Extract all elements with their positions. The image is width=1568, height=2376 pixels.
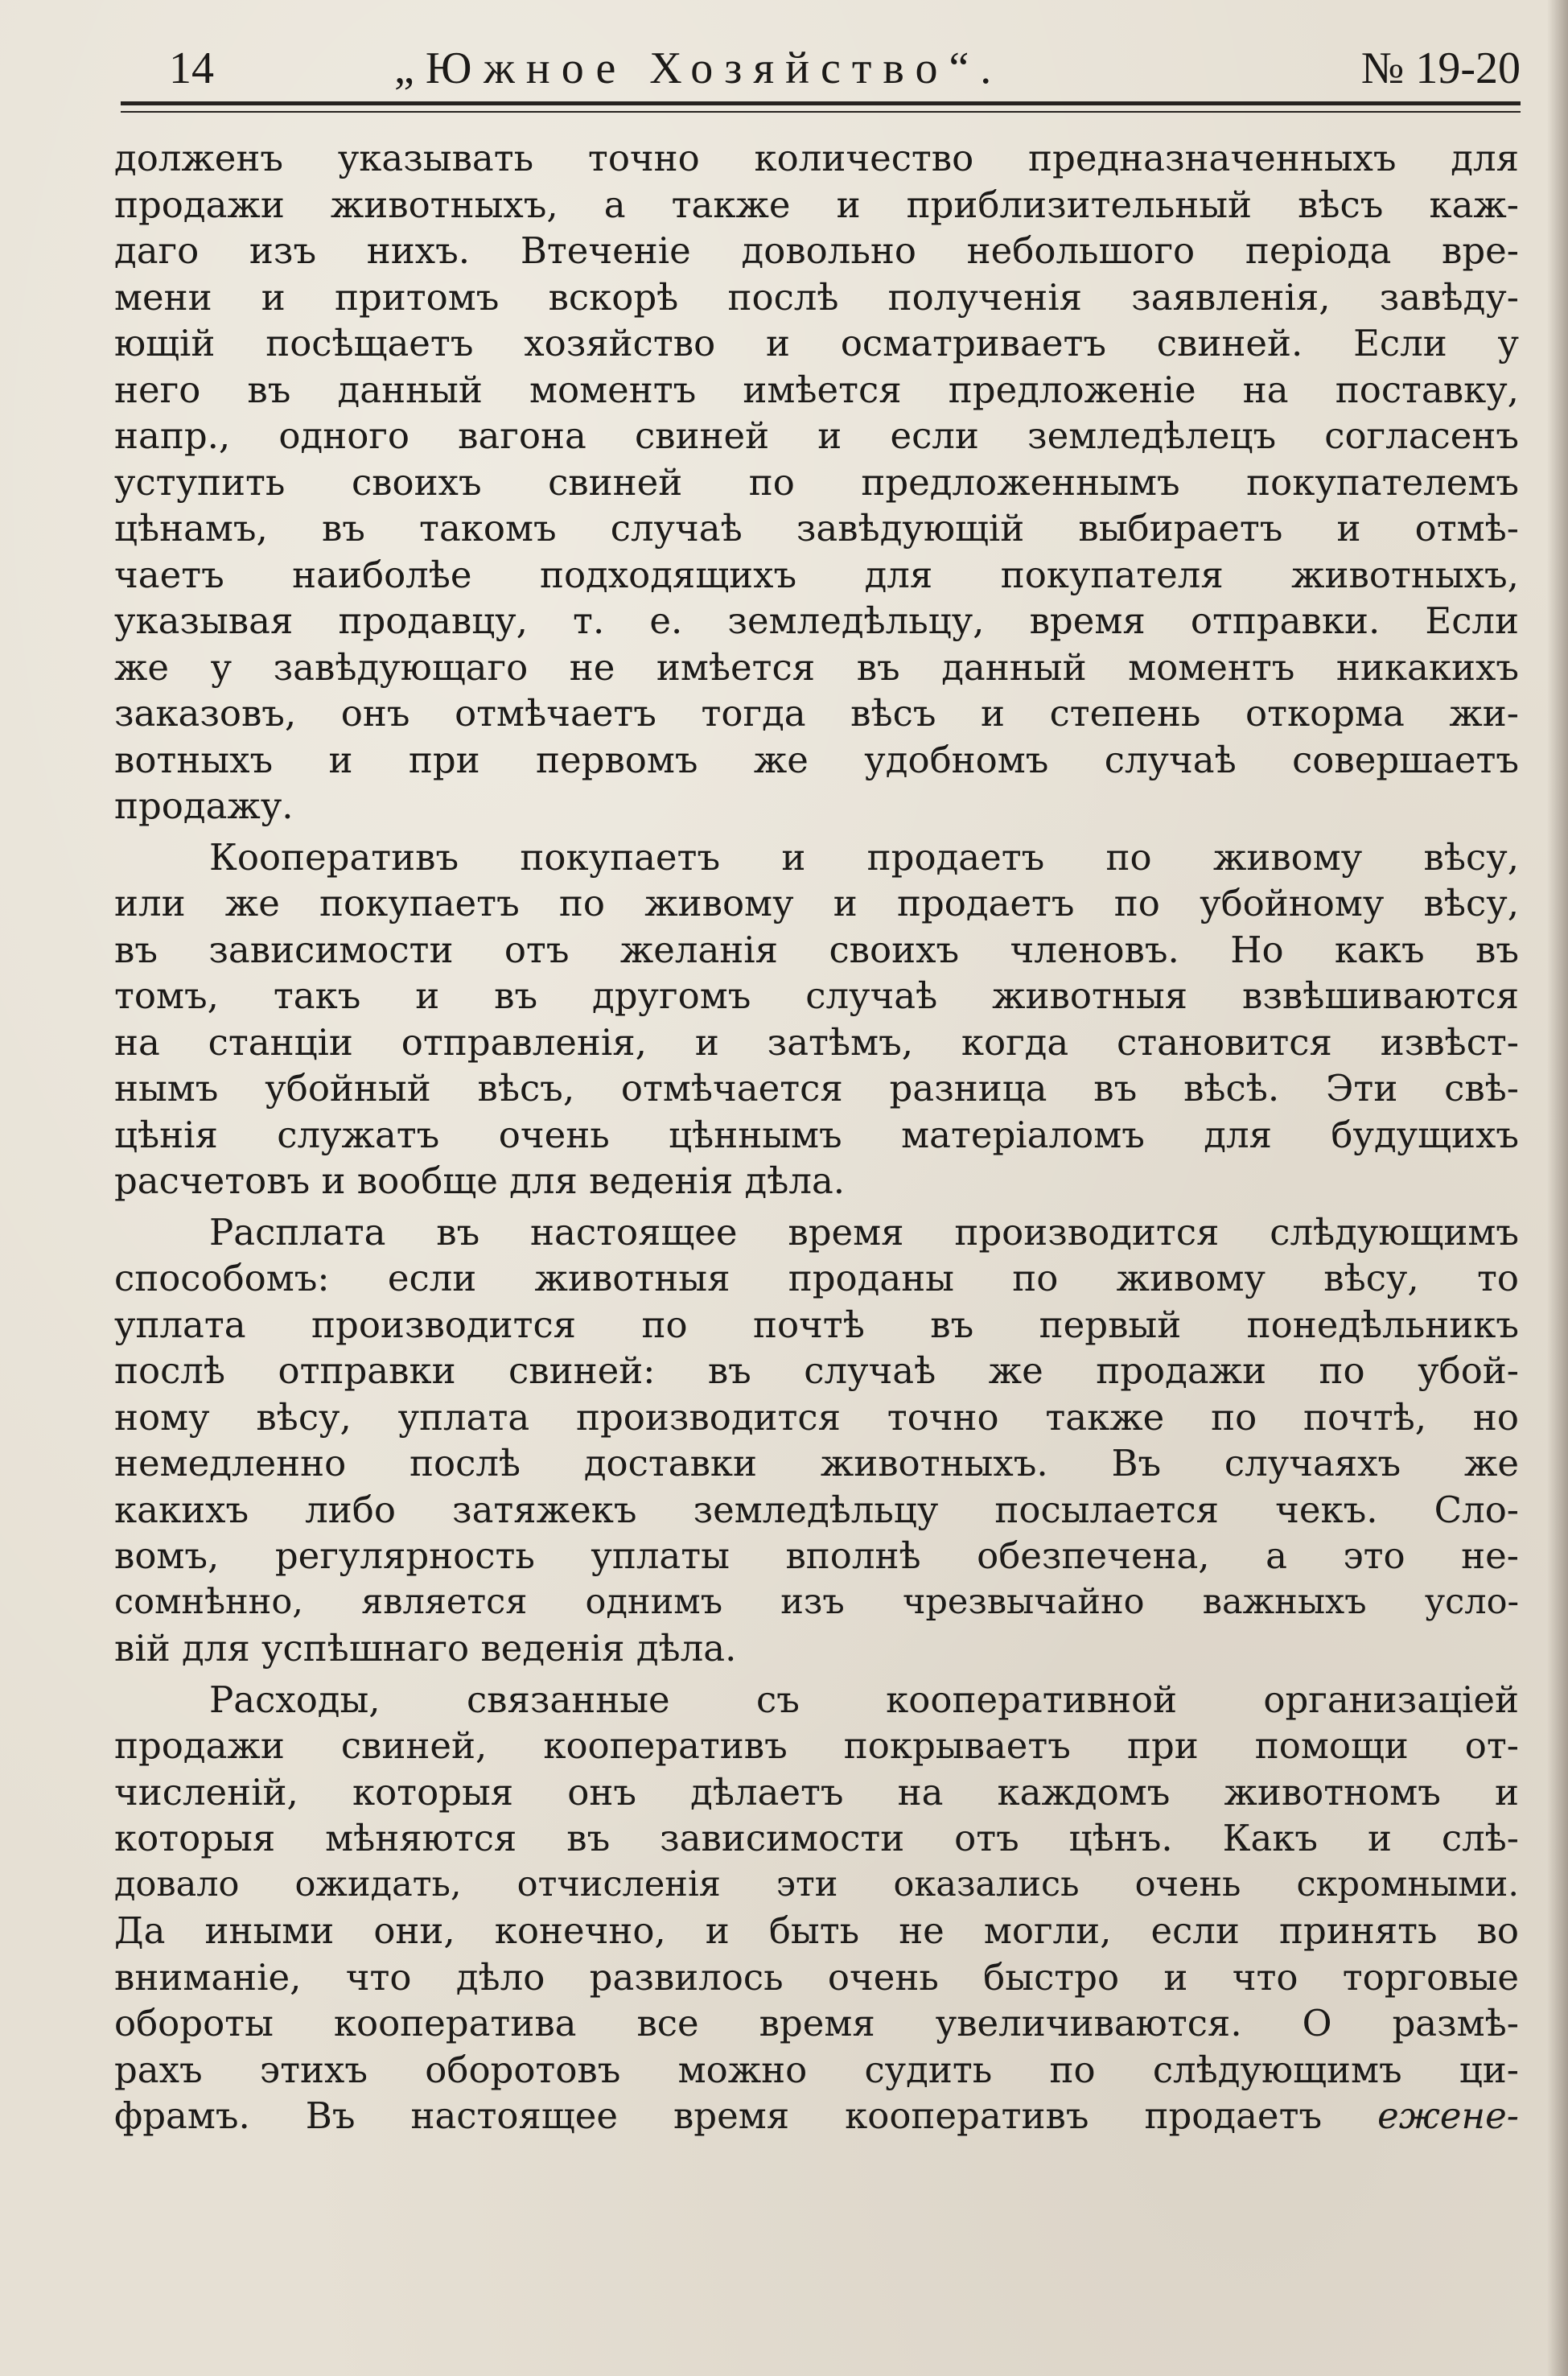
text-line: какихъ либо затяжекъ земледѣльцу посылается чекъ. Сло- (114, 1488, 1519, 1531)
text-line: продажу. (114, 784, 294, 827)
text-line: нымъ убойный вѣсъ, отмѣчается разница въ вѣсѣ. Эти свѣ- (114, 1067, 1519, 1110)
text-line: Расходы, связанные съ кооперативной организаціей (209, 1678, 1519, 1721)
text-line: напр., одного вагона свиней и если земледѣлецъ согласенъ (114, 414, 1519, 457)
final-line-text: фрамъ. Въ настоящее время кооперативъ продаетъ (114, 2094, 1323, 2137)
text-line: вомъ, регулярность уплаты вполнѣ обезпечена, а это не- (114, 1534, 1519, 1577)
text-line: довало ожидать, отчисленія эти оказались очень скромными. (114, 1863, 1519, 1905)
text-line: которыя мѣняются въ зависимости отъ цѣнъ. Какъ и слѣ- (114, 1817, 1519, 1859)
text-line: же у завѣдующаго не имѣется въ данный моментъ никакихъ (114, 645, 1519, 689)
text-line: рахъ этихъ оборотовъ можно судить по слѣдующимъ ци- (114, 2048, 1519, 2091)
page-edge-shadow (1547, 0, 1568, 2376)
text-line: цѣнамъ, въ такомъ случаѣ завѣдующій выбираетъ и отмѣ- (114, 507, 1519, 550)
text-line: способомъ: если животныя проданы по живому вѣсу, то (114, 1257, 1519, 1299)
text-line: томъ, такъ и въ другомъ случаѣ животныя взвѣшиваются (114, 974, 1519, 1017)
text-line: обороты кооператива все время увеличиваются. О размѣ- (114, 2002, 1519, 2045)
issue-number: № 19-20 (1360, 43, 1521, 93)
text-line: Кооперативъ покупаетъ и продаетъ по живому вѣсу, (209, 835, 1519, 879)
text-line: послѣ отправки свиней: въ случаѣ же продажи по убой- (114, 1349, 1519, 1392)
text-line: заказовъ, онъ отмѣчаетъ тогда вѣсъ и степень откорма жи- (114, 692, 1519, 735)
text-line: Да иными они, конечно, и быть не могли, если принять во (114, 1909, 1519, 1952)
text-line: сомнѣнно, является однимъ изъ чрезвычайно важныхъ усло- (114, 1581, 1519, 1622)
text-line: продажи животныхъ, а также и приблизительный вѣсъ каж- (114, 183, 1519, 226)
running-header (121, 32, 1521, 105)
text-line: вотныхъ и при первомъ же удобномъ случаѣ совершаетъ (114, 738, 1519, 781)
text-line-final (114, 2093, 1519, 2139)
journal-title: „Южное Хозяйство“. (394, 43, 1003, 93)
hyphenated-word-italic: ежене- (1377, 2094, 1519, 2137)
text-line: ному вѣсу, уплата производится точно также по почтѣ, но (114, 1395, 1519, 1439)
text-line: мени и притомъ вскорѣ послѣ полученія заявленія, завѣду- (114, 275, 1519, 319)
text-line: указывая продавцу, т. е. земледѣльцу, время отправки. Если (114, 599, 1519, 642)
text-line: вій для успѣшнаго веденія дѣла. (114, 1627, 737, 1670)
text-line: или же покупаетъ по живому и продаетъ по убойному вѣсу, (114, 882, 1519, 924)
text-line: ющій посѣщаетъ хозяйство и осматриваетъ свиней. Если у (114, 322, 1519, 364)
text-line: Расплата въ настоящее время производится слѣдующимъ (209, 1210, 1519, 1254)
text-line: въ зависимости отъ желанія своихъ членовъ. Но какъ въ (114, 928, 1519, 971)
text-line: на станціи отправленія, и затѣмъ, когда становится извѣст- (114, 1020, 1519, 1064)
text-line: долженъ указывать точно количество предназначенныхъ для (114, 137, 1519, 179)
text-line: цѣнія служатъ очень цѣннымъ матеріаломъ для будущихъ (114, 1113, 1519, 1156)
header-rule-thick (121, 101, 1521, 105)
text-line: немедленно послѣ доставки животныхъ. Въ случаяхъ же (114, 1442, 1519, 1484)
header-rule-thin (121, 111, 1521, 113)
text-line: вниманіе, что дѣло развилось очень быстро и что торговые (114, 1955, 1519, 1999)
text-line: него въ данный моментъ имѣется предложеніе на поставку, (114, 368, 1519, 411)
text-line: чаетъ наиболѣе подходящихъ для покупателя животныхъ, (114, 553, 1519, 596)
text-line: численій, которыя онъ дѣлаетъ на каждомъ животномъ и (114, 1770, 1519, 1814)
text-line: расчетовъ и вообще для веденія дѣла. (114, 1159, 846, 1202)
text-line: даго изъ нихъ. Втеченіе довольно небольшого періода вре- (114, 229, 1519, 272)
text-line: уплата производится по почтѣ въ первый понедѣльникъ (114, 1303, 1519, 1346)
page-number: 14 (169, 43, 214, 93)
text-line: уступить своихъ свиней по предложеннымъ покупателемъ (114, 460, 1519, 504)
article-body (114, 135, 1519, 2139)
text-line: продажи свиней, кооперативъ покрываетъ при помощи от- (114, 1724, 1519, 1767)
